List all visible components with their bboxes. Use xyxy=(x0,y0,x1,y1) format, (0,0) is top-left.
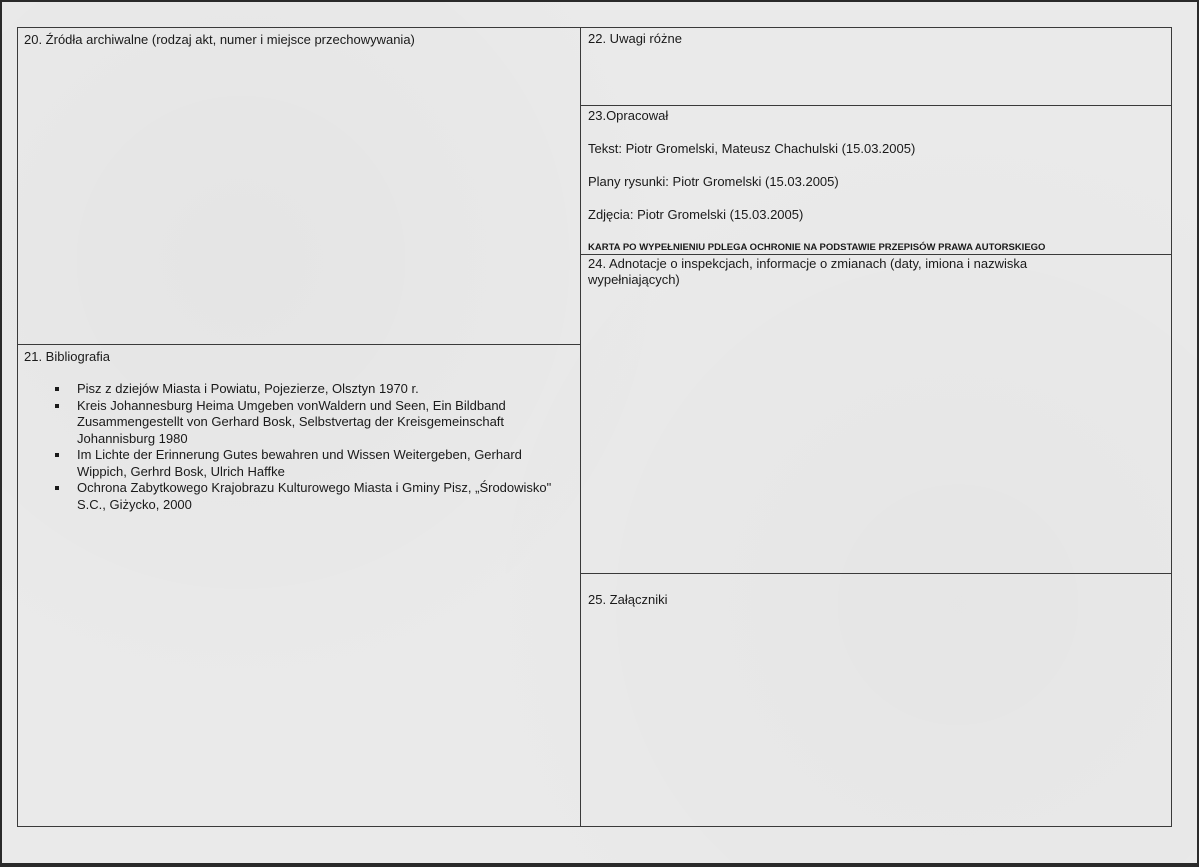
author-text: Tekst: Piotr Gromelski, Mateusz Chachulski (15.03.2005) xyxy=(588,141,916,156)
bibliography-item: Im Lichte der Erinnerung Gutes bewahren und Wissen Weitergeben, Gerhard Wippich, Gerhrd Bosk, Ulrich Haffke xyxy=(40,447,572,480)
section-22-title: 22. Uwagi różne xyxy=(588,31,682,46)
bibliography-item: Kreis Johannesburg Heima Umgeben vonWaldern und Seen, Ein Bildband Zusammengestellt von Gerhard Bosk, Selbstvertag der Kreisgemeinschaft Johannisburg 1980 xyxy=(40,398,572,448)
section-23-title: 23.Opracował xyxy=(588,108,669,123)
section-25-title: 25. Załączniki xyxy=(588,592,668,607)
bullet-icon xyxy=(55,404,59,408)
bullet-icon xyxy=(55,486,59,490)
divider-23-24 xyxy=(580,254,1172,255)
author-photos: Zdjęcia: Piotr Gromelski (15.03.2005) xyxy=(588,207,804,222)
bibliography-item: Pisz z dziejów Miasta i Powiatu, Pojezierze, Olsztyn 1970 r. xyxy=(40,381,572,398)
bibliography-list xyxy=(40,381,572,513)
bullet-icon xyxy=(55,453,59,457)
bullet-icon xyxy=(55,387,59,391)
form-sheet xyxy=(2,2,1197,863)
bibliography-item: Ochrona Zabytkowego Krajobrazu Kulturowego Miasta i Gminy Pisz, „Środowisko" S.C., Giżycko, 2000 xyxy=(40,480,572,513)
section-21-title: 21. Bibliografia xyxy=(24,349,110,364)
left-divider xyxy=(17,344,581,345)
divider-24-25 xyxy=(580,573,1172,574)
section-24-title: 24. Adnotacje o inspekcjach, informacje o zmianach (daty, imiona i nazwiska wypełniających) xyxy=(588,256,1028,287)
section-20-title: 20. Źródła archiwalne (rodzaj akt, numer i miejsce przechowywania) xyxy=(24,32,415,47)
author-plans: Plany rysunki: Piotr Gromelski (15.03.2005) xyxy=(588,174,839,189)
divider-22-23 xyxy=(580,105,1172,106)
center-divider xyxy=(580,27,581,827)
copyright-notice: KARTA PO WYPEŁNIENIU PDLEGA OCHRONIE NA PODSTAWIE PRZEPISÓW PRAWA AUTORSKIEGO xyxy=(588,242,1046,253)
